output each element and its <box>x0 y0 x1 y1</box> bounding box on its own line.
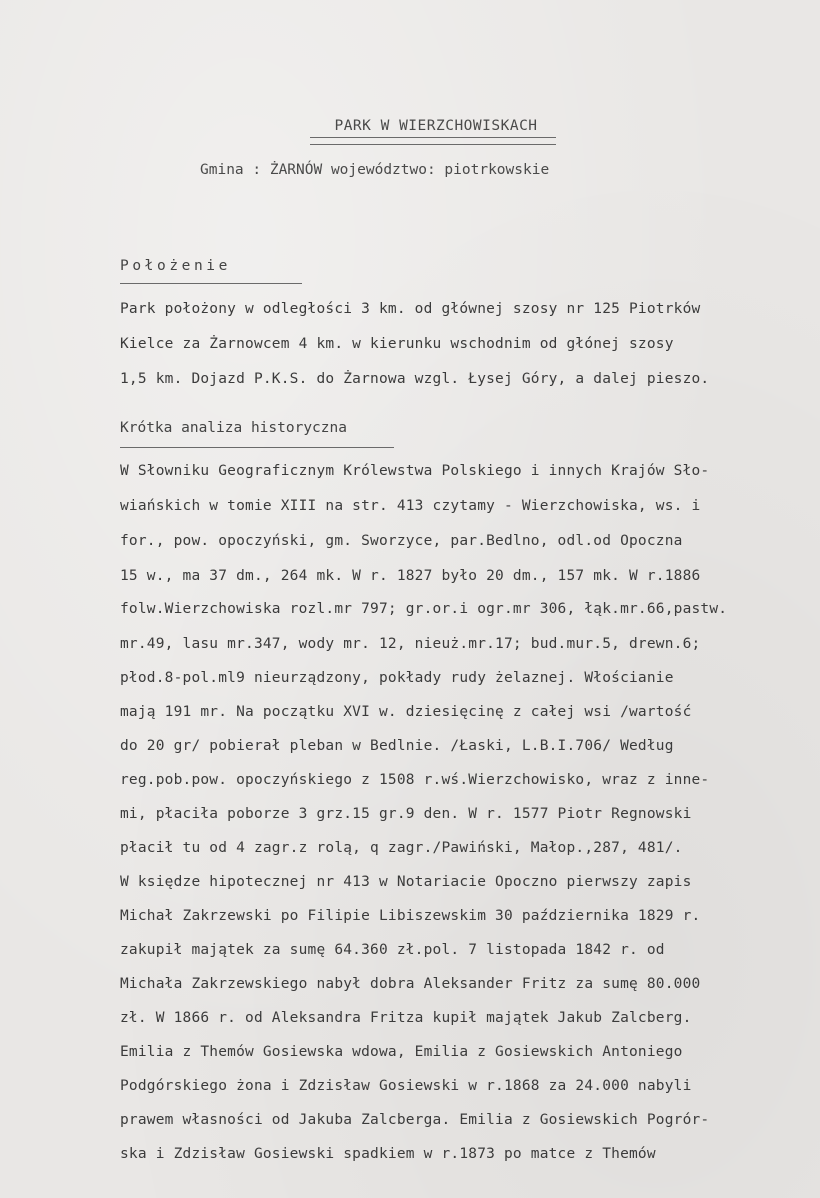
text-line: płacił tu od 4 zagr.z rolą, q zagr./Pawiński, Małop.,287, 481/. <box>120 840 683 856</box>
text-line: płod.8-pol.ml9 nieurządzony, pokłady rudy żelaznej. Włościanie <box>120 670 674 686</box>
section-heading-polozenie: Położenie <box>120 258 231 274</box>
title-double-underline <box>310 137 556 145</box>
text-line: folw.Wierzchowiska rozl.mr 797; gr.or.i ogr.mr 306, łąk.mr.66,pastw. <box>120 601 728 617</box>
document-subtitle: Gmina : ŻARNÓW województwo: piotrkowskie <box>200 162 550 178</box>
text-line: Michał Zakrzewski po Filipie Libiszewskim 30 października 1829 r. <box>120 908 701 924</box>
text-line: reg.pob.pow. opoczyńskiego z 1508 r.wś.Wierzchowisko, wraz z inne- <box>120 772 710 788</box>
section-heading-underline <box>120 447 394 448</box>
text-line: ska i Zdzisław Gosiewski spadkiem w r.1873 po matce z Themów <box>120 1146 656 1162</box>
text-line: Michała Zakrzewskiego nabył dobra Aleksander Fritz za sumę 80.000 <box>120 976 701 992</box>
section-heading-historia: Krótka analiza historyczna <box>120 420 347 436</box>
text-line: 1,5 km. Dojazd P.K.S. do Żarnowa wzgl. Łysej Góry, a dalej pieszo. <box>120 371 710 387</box>
text-line: for., pow. opoczyński, gm. Sworzyce, par.Bedlno, odl.od Opoczna <box>120 533 683 549</box>
text-line: mr.49, lasu mr.347, wody mr. 12, nieuż.mr.17; bud.mur.5, drewn.6; <box>120 636 701 652</box>
document-title: PARK W WIERZCHOWISKACH <box>334 118 538 134</box>
text-line: Kielce za Żarnowcem 4 km. w kierunku wschodnim od głónej szosy <box>120 336 674 352</box>
section-heading-underline <box>120 283 302 284</box>
text-line: wiańskich w tomie XIII na str. 413 czytamy - Wierzchowiska, ws. i <box>120 498 701 514</box>
text-line: W księdze hipotecznej nr 413 w Notariacie Opoczno pierwszy zapis <box>120 874 692 890</box>
text-line: prawem własności od Jakuba Zalcberga. Emilia z Gosiewskich Pogrór- <box>120 1112 710 1128</box>
text-line: Podgórskiego żona i Zdzisław Gosiewski w r.1868 za 24.000 nabyli <box>120 1078 692 1094</box>
text-line: zł. W 1866 r. od Aleksandra Fritza kupił majątek Jakub Zalcberg. <box>120 1010 692 1026</box>
text-line: Emilia z Themów Gosiewska wdowa, Emilia z Gosiewskich Antoniego <box>120 1044 683 1060</box>
text-line: mi, płaciła poborze 3 grz.15 gr.9 den. W r. 1577 Piotr Regnowski <box>120 806 692 822</box>
text-line: mają 191 mr. Na początku XVI w. dziesięcinę z całej wsi /wartość <box>120 704 692 720</box>
text-line: 15 w., ma 37 dm., 264 mk. W r. 1827 było 20 dm., 157 mk. W r.1886 <box>120 568 701 584</box>
text-line: Park położony w odległości 3 km. od głównej szosy nr 125 Piotrków <box>120 301 701 317</box>
text-line: zakupił majątek za sumę 64.360 zł.pol. 7 listopada 1842 r. od <box>120 942 665 958</box>
text-line: do 20 gr/ pobierał pleban w Bedlnie. /Łaski, L.B.I.706/ Według <box>120 738 674 754</box>
text-line: W Słowniku Geograficznym Królewstwa Polskiego i innych Krajów Sło- <box>120 463 710 479</box>
